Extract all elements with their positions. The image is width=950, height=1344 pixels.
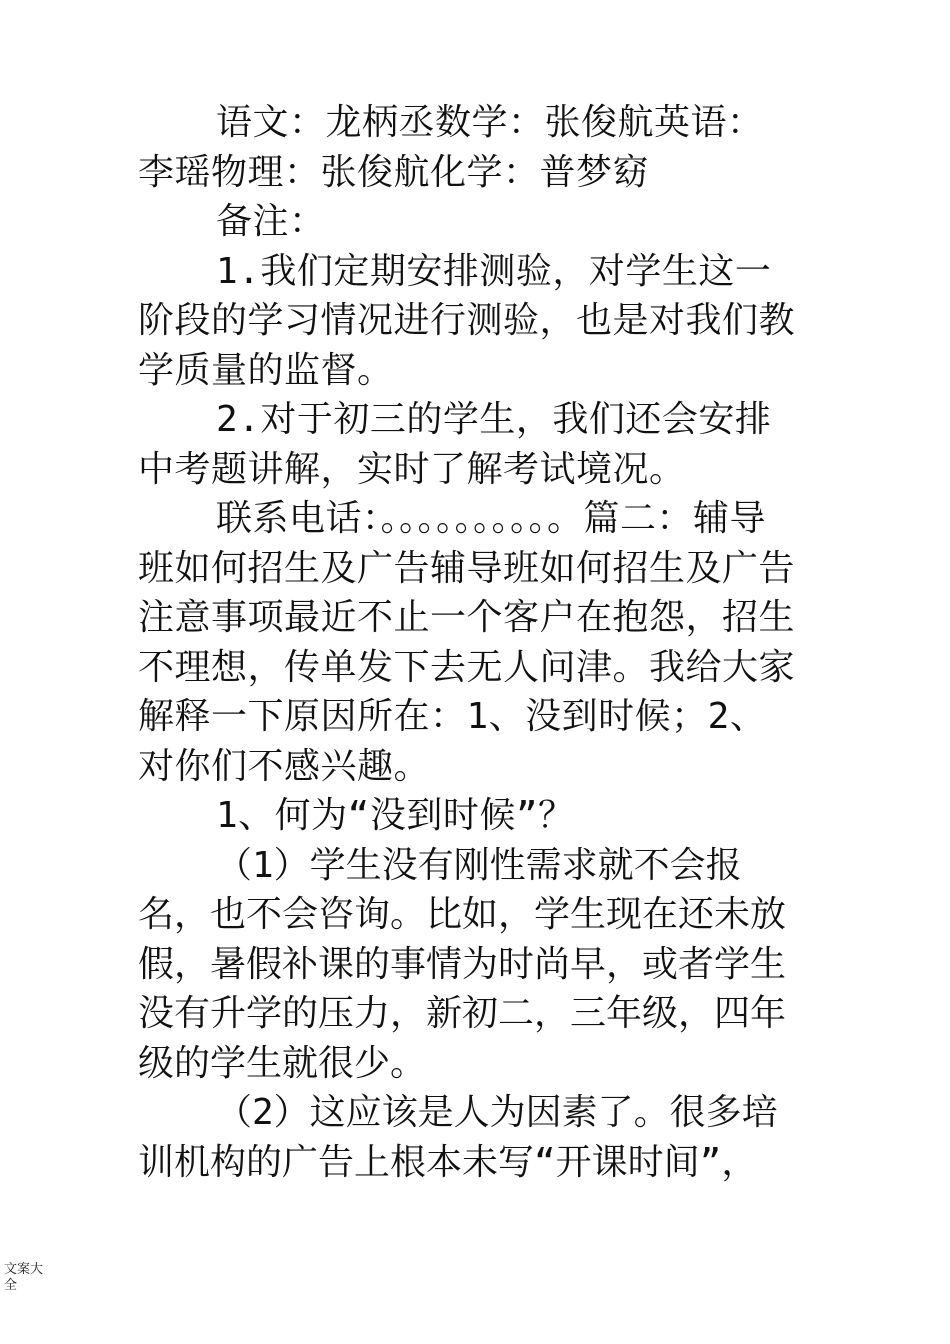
point-1-paragraph: （1）学生没有刚性需求就不会报名，也不会咨询。比如，学生现在还未放假，暑假补课的事情为时尚早，或者学生没有升学的压力，新初二，三年级，四年级的学生就很少。 bbox=[138, 844, 787, 1084]
section-heading-not-time-yet: 1、何为“没到时候”？ bbox=[216, 795, 575, 836]
note-item-1: 1.我们定期安排测验，对学生这一阶段的学习情况进行测验，也是对我们教学质量的监督。 bbox=[138, 250, 796, 391]
note-item-2: 2.对于初三的学生，我们还会安排中考题讲解，实时了解考试境况。 bbox=[138, 399, 772, 490]
document-body bbox=[138, 98, 798, 1187]
point-2-paragraph: （2）这应该是人为因素了。很多培训机构的广告上根本未写“开课时间”， bbox=[138, 1092, 778, 1183]
notes-heading: 备注： bbox=[216, 201, 326, 242]
contact-and-article-intro-paragraph: 联系电话：。。。。。。。。。。篇二：辅导班如何招生及广告辅导班如何招生及广告注意事项最近不止一个客户在抱怨，招生不理想，传单发下去无人问津。我给大家解释一下原因所在：1、没到时候；2、对你们不感兴趣。 bbox=[138, 498, 796, 787]
teacher-list-paragraph: 语文：龙柄丞数学：张俊航英语：李瑶物理：张俊航化学：普梦窈 bbox=[138, 102, 764, 193]
footer-label: 文案大全 bbox=[4, 1262, 44, 1293]
